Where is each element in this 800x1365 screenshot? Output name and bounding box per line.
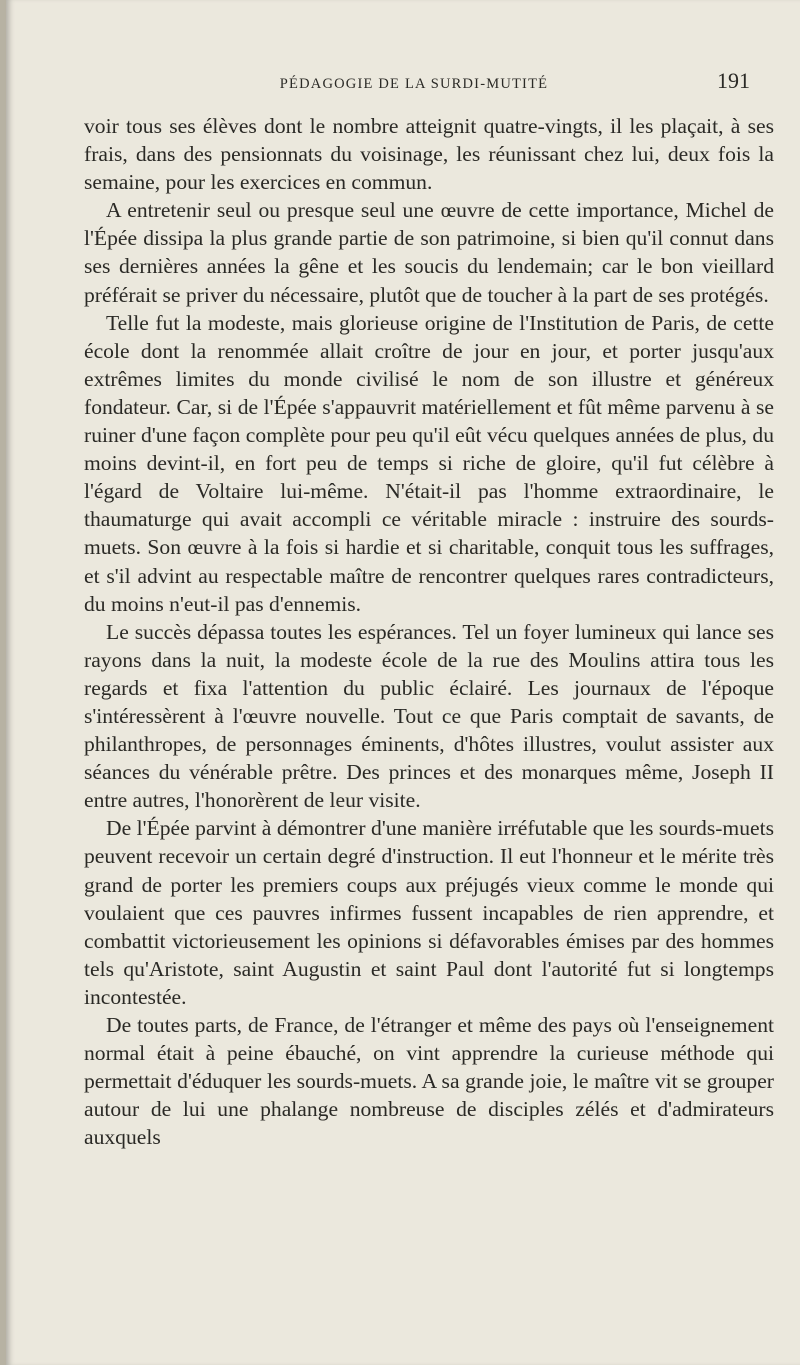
- page-number: 191: [717, 68, 750, 93]
- paragraph: De toutes parts, de France, de l'étranger et même des pays où l'enseignement normal était à peine ébauché, on vint apprendre la curieuse méthode qui permettait d'éduquer les sourds-muets. A sa grande joie, le maître vit se grouper autour de lui une phalange nombreuse de disciples zélés et d'admirateurs auxquels: [84, 1013, 774, 1150]
- paragraph: Telle fut la modeste, mais glorieuse origine de l'Institution de Paris, de cette école dont la renommée allait croître de jour en jour, et porter jusqu'aux extrêmes limites du monde civilisé le nom de son illustre et généreux fondateur. Car, si de l'Épée s'appauvrit matériellement et fût même parvenu à se ruiner d'une façon complète pour peu qu'il eût vécu quelques années de plus, du moins devint-il, en fort peu de temps si riche de gloire, qu'il fut célèbre à l'égard de Voltaire lui-même. N'était-il pas l'homme extraordinaire, le thaumaturge qui avait accompli ce véritable miracle : instruire des sourds-muets. Son œuvre à la fois si hardie et si charitable, conquit tous les suffrages, et s'il advint au respectable maître de rencontrer quelques rares contradicteurs, du moins n'eut-il pas d'ennemis.: [84, 310, 774, 616]
- paragraph: voir tous ses élèves dont le nombre atteignit quatre-vingts, il les plaçait, à ses frais, dans des pensionnats du voisinage, les réunissant chez lui, deux fois la semaine, pour les exercices en commun.: [84, 114, 774, 195]
- paragraph: A entretenir seul ou presque seul une œuvre de cette importance, Michel de l'Épée dissipa la plus grande partie de son patrimoine, si bien qu'il connut dans ses dernières années la gêne et les soucis du lendemain; car le bon vieillard préférait se priver du nécessaire, plutôt que de toucher à la part de ses protégés.: [84, 198, 774, 307]
- body-text: [84, 112, 774, 1151]
- paragraph: Le succès dépassa toutes les espérances. Tel un foyer lumineux qui lance ses rayons dans la nuit, la modeste école de la rue des Moulins attira tous les regards et fixa l'attention du public éclairé. Les journaux de l'époque s'intéressèrent à l'œuvre nouvelle. Tout ce que Paris comptait de savants, de philanthropes, de personnages éminents, d'hôtes illustres, voulut assister aux séances du vénérable prêtre. Des princes et des monarques même, Joseph II entre autres, l'honorèrent de leur visite.: [84, 619, 774, 813]
- running-title: PÉDAGOGIE DE LA SURDI-MUTITÉ: [279, 76, 549, 92]
- paragraph: De l'Épée parvint à démontrer d'une manière irréfutable que les sourds-muets peuvent recevoir un certain degré d'instruction. Il eut l'honneur et le mérite très grand de porter les premiers coups aux préjugés vieux comme le monde qui voulaient que ces pauvres infirmes fussent incapables de rien apprendre, et combattit victorieusement les opinions si défavorables émises par des hommes tels qu'Aristote, saint Augustin et saint Paul dont l'autorité fut si longtemps incontestée.: [84, 816, 774, 1009]
- page-header: [78, 68, 750, 100]
